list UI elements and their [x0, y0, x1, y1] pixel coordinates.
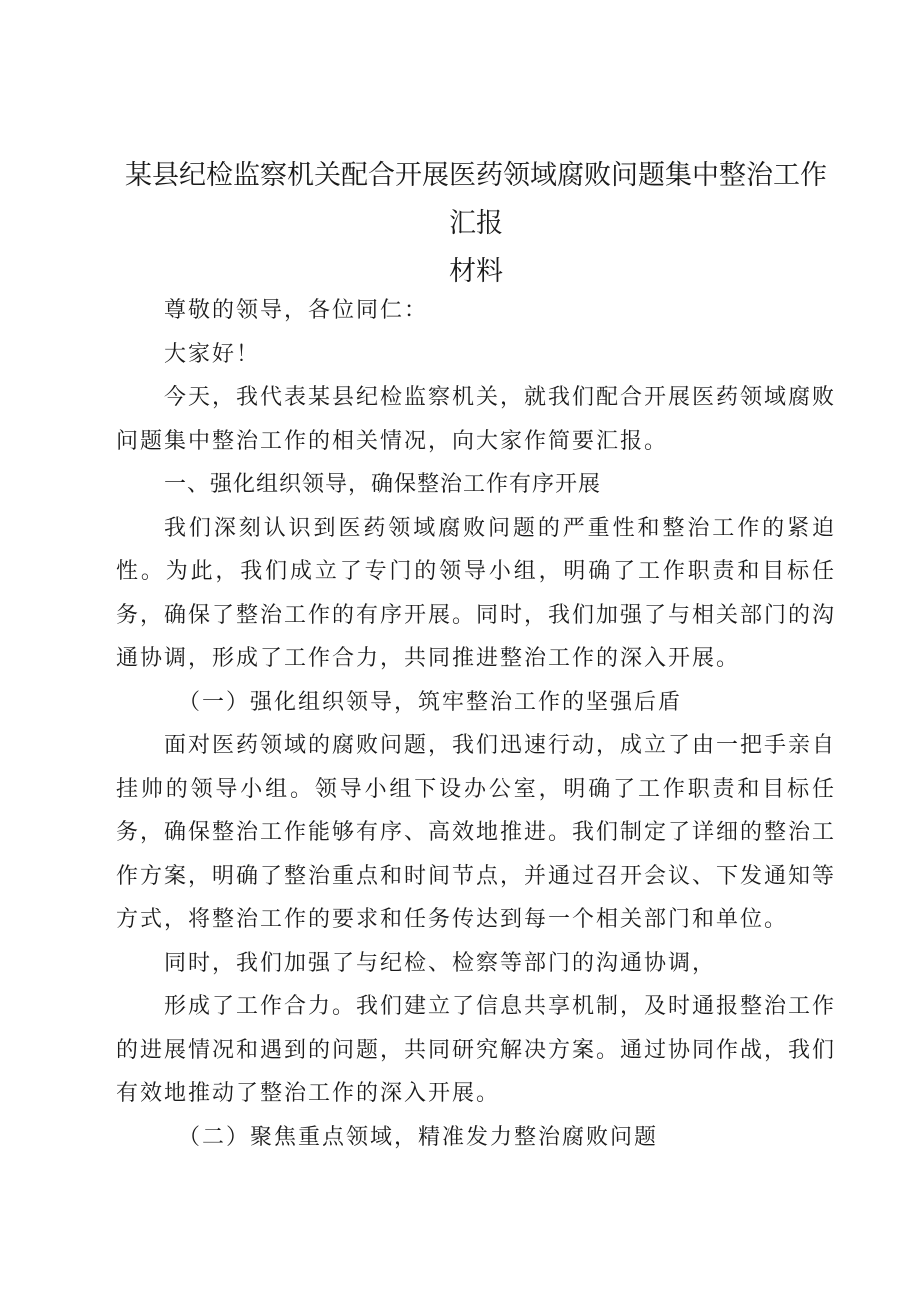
document-title	[116, 152, 836, 296]
subsection-2-heading: （二）聚焦重点领域，精准发力整治腐败问题	[178, 1124, 659, 1150]
subsection-1-heading: （一）强化组织领导，筑牢整治工作的坚强后盾	[178, 689, 683, 715]
subsection-1-paragraph-3: 形成了工作合力。我们建立了信息共享机制，及时通报整治工作的进展情况和遇到的问题，共同研究解决方案。通过协同作战，我们有效地推动了整治工作的深入开展。	[116, 994, 837, 1106]
title-line-2: 材料	[449, 256, 503, 287]
salutation: 尊敬的领导，各位同仁：	[164, 298, 429, 323]
document-body	[116, 289, 836, 1159]
subsection-1-paragraph-1: 面对医药领域的腐败问题，我们迅速行动，成立了由一把手亲自挂帅的领导小组。领导小组下设办公室，明确了工作职责和目标任务，确保整治工作能够有序、高效地推进。我们制定了详细的整治工作方案，明确了整治重点和时间节点，并通过召开会议、下发通知等方式，将整治工作的要求和任务传达到每一个相关部门和单位。	[116, 733, 837, 932]
intro-paragraph: 今天，我代表某县纪检监察机关，就我们配合开展医药领域腐败问题集中整治工作的相关情况，向大家作简要汇报。	[116, 385, 837, 454]
section-1-paragraph: 我们深刻认识到医药领域腐败问题的严重性和整治工作的紧迫性。为此，我们成立了专门的领导小组，明确了工作职责和目标任务，确保了整治工作的有序开展。同时，我们加强了与相关部门的沟通协调，形成了工作合力，共同推进整治工作的深入开展。	[116, 515, 837, 671]
subsection-1-paragraph-2: 同时，我们加强了与纪检、检察等部门的沟通协调，	[164, 950, 717, 976]
greeting: 大家好！	[164, 341, 261, 367]
title-line-1: 某县纪检监察机关配合开展医药领域腐败问题集中整治工作汇报	[125, 160, 827, 239]
section-1-heading: 一、强化组织领导，确保整治工作有序开展	[164, 472, 602, 497]
